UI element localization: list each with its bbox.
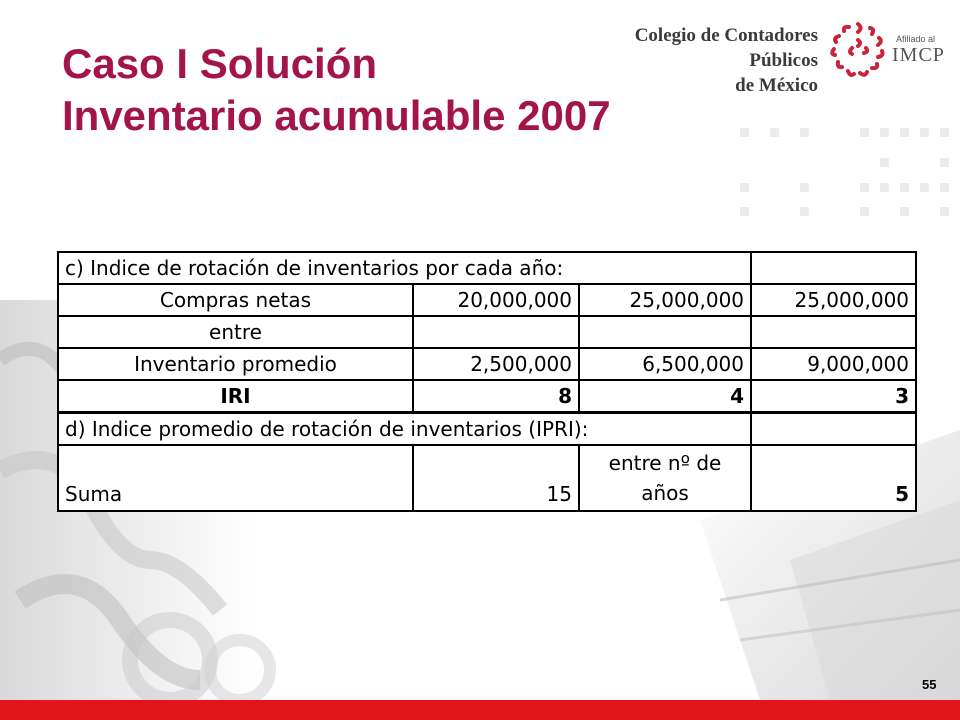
sum-value: 15: [413, 445, 579, 511]
section-d-heading: d) Indice promedio de rotación de inventarios (IPRI):: [58, 413, 751, 446]
logo-text: [570, 23, 818, 98]
table-cell: 4: [579, 380, 751, 413]
table-cell: [751, 316, 916, 348]
table-cell: [751, 413, 916, 446]
logo-affiliation: Afiliado al: [896, 34, 936, 44]
divider-line-2: años: [641, 481, 689, 505]
sum-label: Suma: [58, 445, 413, 511]
organization-logo: [570, 18, 950, 96]
ipri-result: 5: [751, 445, 916, 511]
sum-row: [58, 445, 916, 511]
table-cell: [751, 252, 916, 284]
title-line-1: Caso I Solución: [62, 40, 378, 87]
section-c-heading: c) Indice de rotación de inventarios por cada año:: [58, 252, 751, 284]
table-row: [58, 316, 916, 348]
logo-line-1: Colegio de Contadores Públicos: [634, 25, 818, 71]
table-row: [58, 284, 916, 316]
table-cell: 9,000,000: [751, 348, 916, 380]
row-label: Compras netas: [58, 284, 413, 316]
logo-imcp: IMCP: [892, 44, 945, 66]
table-cell: 2,500,000: [413, 348, 579, 380]
bottom-accent-bar: [0, 700, 960, 720]
table-cell: 8: [413, 380, 579, 413]
table-cell: [579, 316, 751, 348]
row-label: entre: [58, 316, 413, 348]
table-cell: 25,000,000: [751, 284, 916, 316]
title-line-2: Inventario acumulable 2007: [62, 92, 611, 139]
row-label: Inventario promedio: [58, 348, 413, 380]
divider-cell: [579, 445, 751, 511]
row-label: IRI: [58, 380, 413, 413]
section-c-row: [58, 252, 916, 284]
iri-row: [58, 380, 916, 413]
table-cell: 20,000,000: [413, 284, 579, 316]
section-d-row: [58, 413, 916, 446]
table-cell: 6,500,000: [579, 348, 751, 380]
divider-line-1: entre nº de: [608, 451, 722, 475]
table-cell: 3: [751, 380, 916, 413]
imcp-emblem-icon: [826, 18, 890, 82]
slide-title: [62, 38, 611, 142]
page-number: 55: [922, 677, 937, 692]
table-cell: [413, 316, 579, 348]
table-cell: 25,000,000: [579, 284, 751, 316]
logo-line-2: de México: [735, 75, 818, 96]
table-row: [58, 348, 916, 380]
inventory-table: [57, 251, 917, 512]
